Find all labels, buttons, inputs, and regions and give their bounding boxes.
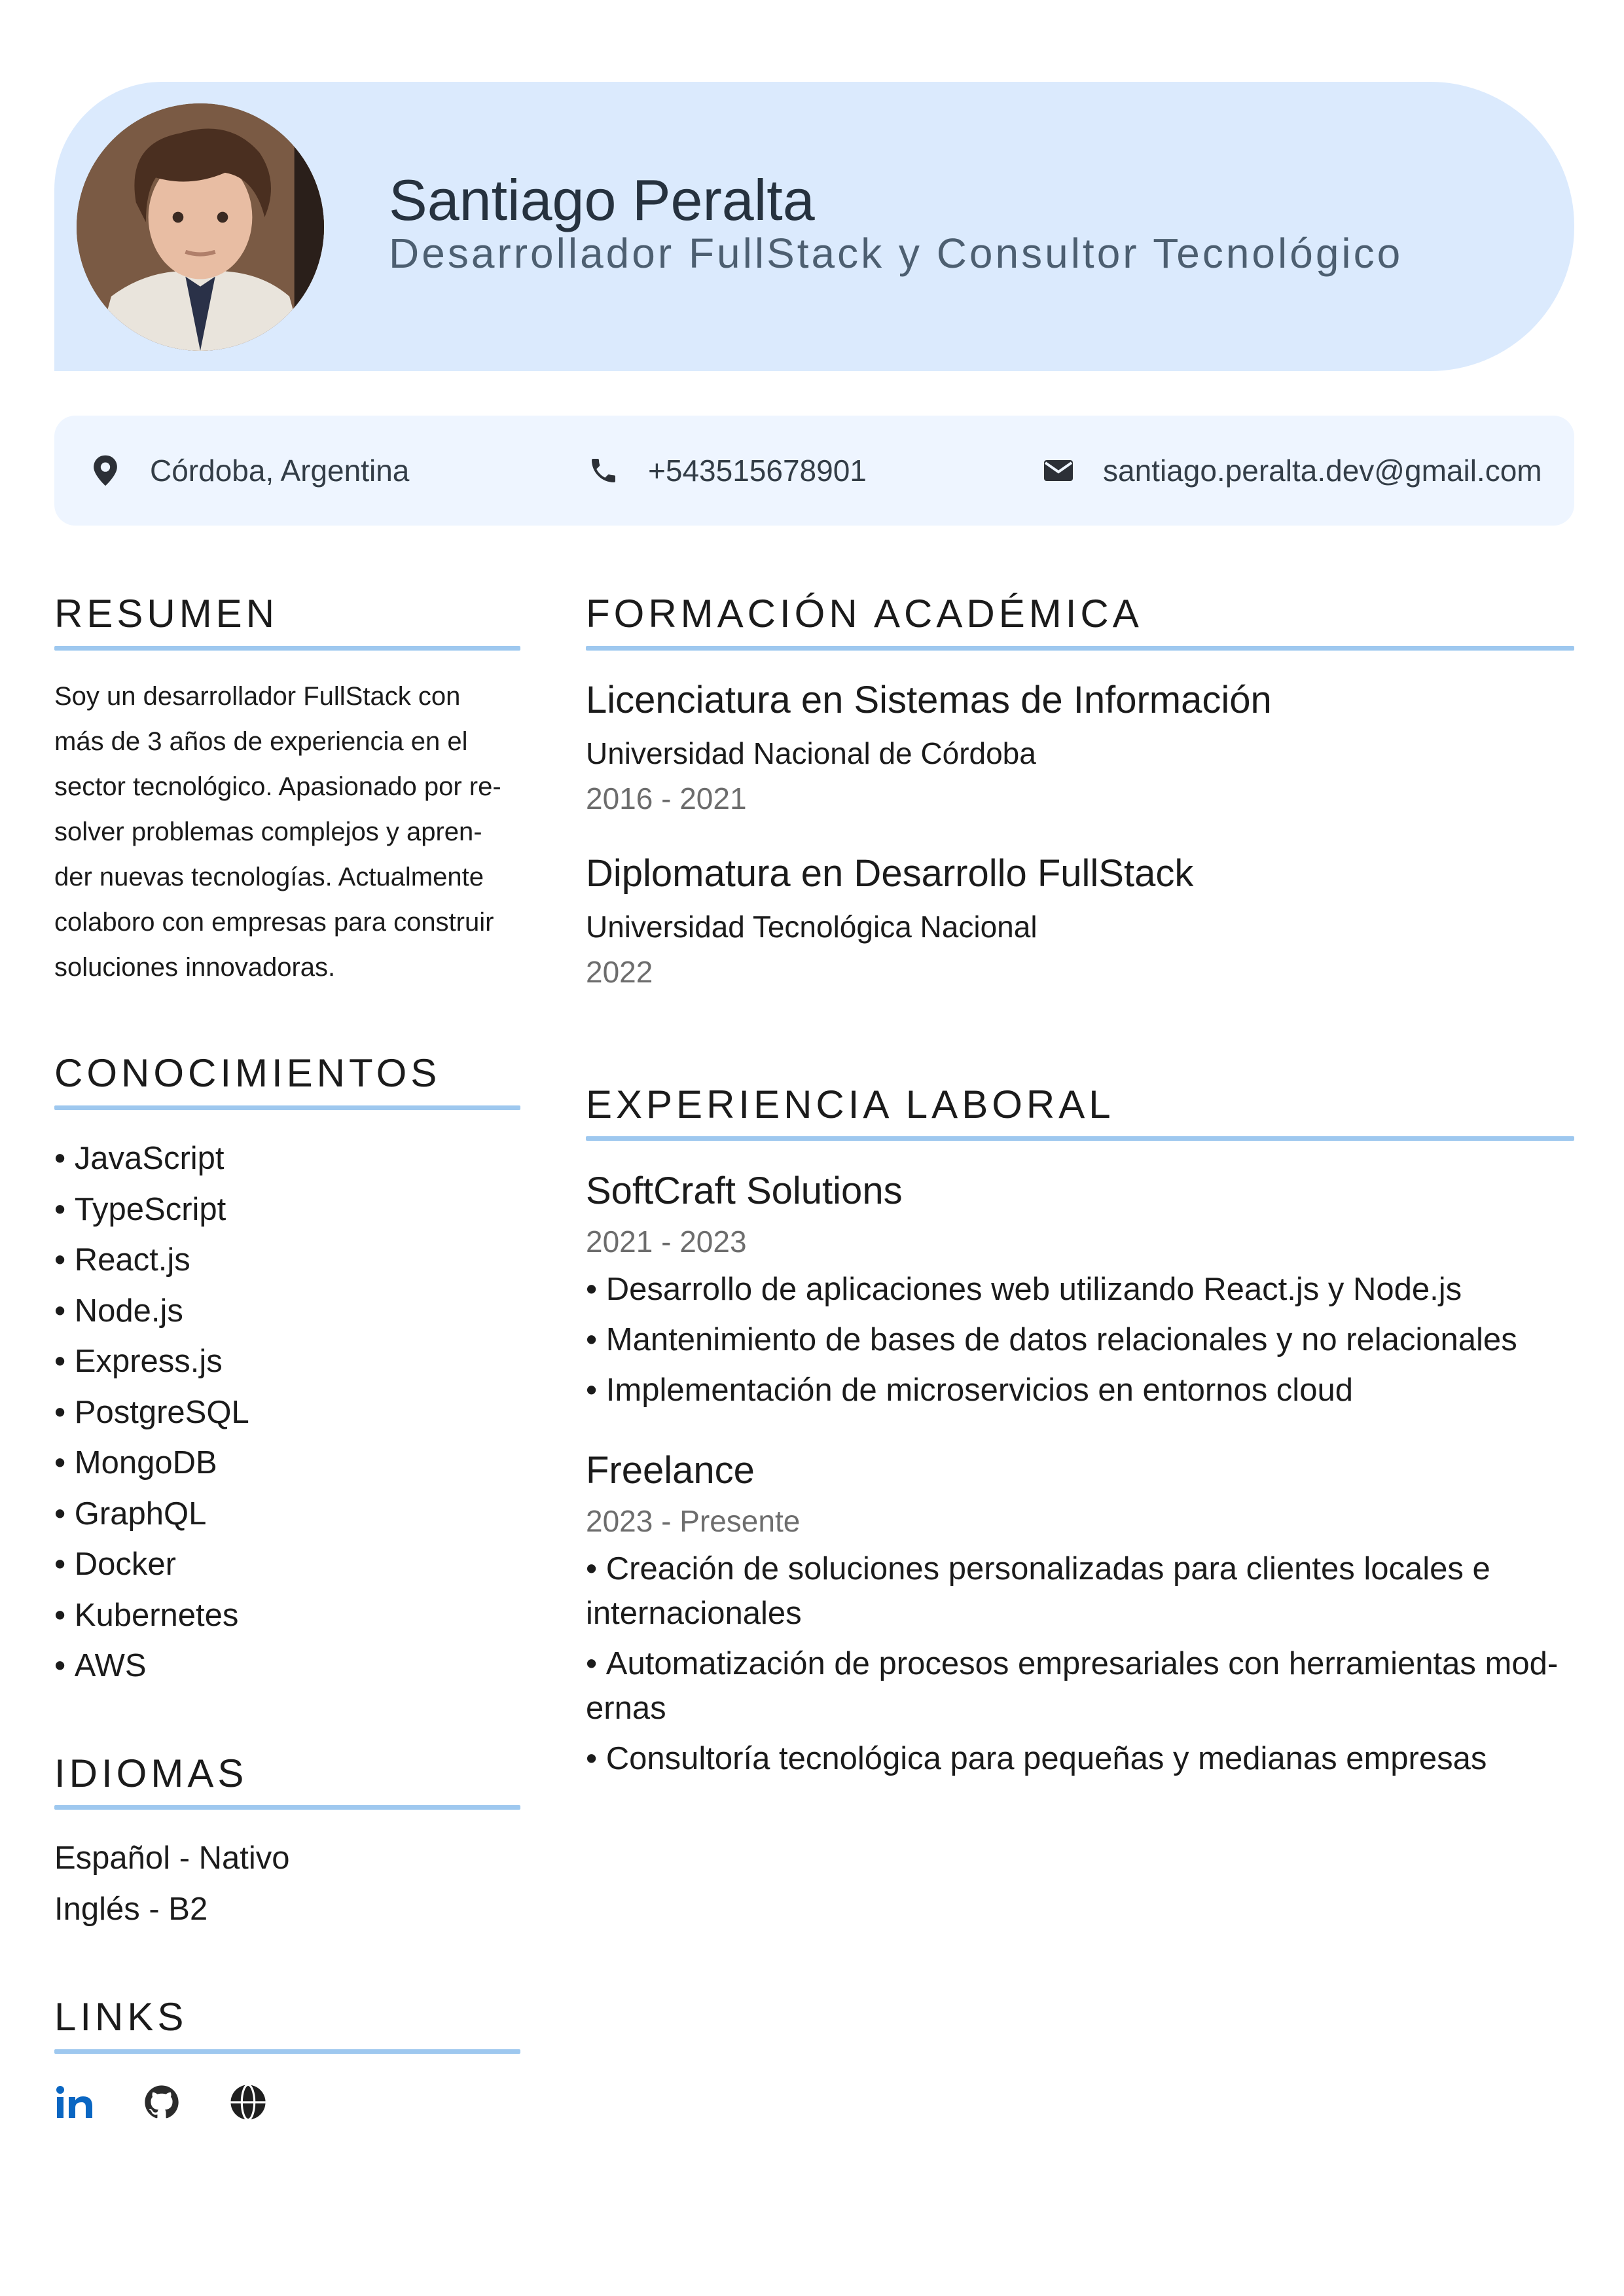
person-title: Desarrollador FullStack y Consultor Tecnológico: [389, 230, 1403, 277]
section-title-education: FORMACIÓN ACADÉMICA: [586, 592, 1143, 636]
experience-bullets: [586, 1267, 1574, 1418]
phone-icon: [588, 455, 619, 486]
skill-item: • JavaScript: [54, 1134, 249, 1185]
profile-photo-icon: [77, 103, 324, 351]
summary-line: soluciones innovadoras.: [54, 953, 336, 982]
contact-phone: [588, 416, 867, 526]
skill-item: • Express.js: [54, 1336, 249, 1388]
skill-item: • PostgreSQL: [54, 1388, 249, 1439]
section-title-summary: RESUMEN: [54, 592, 279, 636]
contact-location: [90, 416, 409, 526]
summary-line: colaboro con empresas para construir: [54, 908, 494, 937]
skill-item: • Docker: [54, 1539, 249, 1590]
skill-item: • React.js: [54, 1235, 249, 1286]
skill-item: • Kubernetes: [54, 1590, 249, 1641]
experience-bullet: • Consultoría tecnológica para pequeñas y medianas empresas: [586, 1736, 1574, 1781]
experience-bullet: • Creación de soluciones personalizadas para clientes locales e internacionales: [586, 1547, 1574, 1636]
email-icon: [1043, 455, 1074, 486]
experience-bullet: • Desarrollo de aplicaciones web utilizando React.js y Node.js: [586, 1267, 1574, 1312]
summary-line: der nuevas tecnologías. Actualmente: [54, 863, 484, 891]
experience-dates: 2023 - Presente: [586, 1504, 801, 1538]
section-title-links: LINKS: [54, 1995, 188, 2039]
contact-email: [1043, 416, 1542, 526]
skill-item: • AWS: [54, 1641, 249, 1692]
experience-bullets: [586, 1547, 1574, 1787]
skill-item: • GraphQL: [54, 1489, 249, 1540]
location-pin-icon: [90, 455, 121, 486]
section-title-skills: CONOCIMIENTOS: [54, 1051, 441, 1095]
education-degree: Licenciatura en Sistemas de Información: [586, 679, 1272, 721]
section-rule: [54, 1805, 520, 1810]
skill-item: • MongoDB: [54, 1438, 249, 1489]
education-school: Universidad Nacional de Córdoba: [586, 736, 1036, 770]
education-school: Universidad Tecnológica Nacional: [586, 910, 1038, 944]
summary-line: Soy un desarrollador FullStack con: [54, 682, 461, 711]
skills-list: [54, 1134, 249, 1692]
summary-line: sector tecnológico. Apasionado por re-: [54, 772, 501, 801]
summary-line: solver problemas complejos y apren-: [54, 817, 482, 846]
section-rule: [54, 1105, 520, 1110]
experience-bullet: • Implementación de microservicios en entornos cloud: [586, 1368, 1574, 1412]
person-name: Santiago Peralta: [389, 168, 815, 232]
skill-item: • TypeScript: [54, 1185, 249, 1236]
phone-text[interactable]: +543515678901: [648, 454, 867, 488]
section-rule: [586, 646, 1574, 651]
avatar: [77, 103, 324, 351]
summary-text: [54, 674, 526, 990]
github-icon[interactable]: [141, 2081, 183, 2123]
experience-bullet: • Automatización de procesos empresariales con herramientas mod-ernas: [586, 1641, 1574, 1731]
language-item: Inglés - B2: [54, 1891, 208, 1927]
education-degree: Diplomatura en Desarrollo FullStack: [586, 852, 1194, 895]
website-icon[interactable]: [227, 2081, 269, 2123]
linkedin-icon[interactable]: [54, 2081, 96, 2123]
education-dates: 2022: [586, 955, 653, 989]
education-dates: 2016 - 2021: [586, 781, 747, 816]
section-title-languages: IDIOMAS: [54, 1751, 248, 1795]
section-rule: [54, 2049, 520, 2054]
experience-company: Freelance: [586, 1449, 755, 1492]
section-rule: [54, 646, 520, 651]
section-title-experience: EXPERIENCIA LABORAL: [586, 1083, 1115, 1126]
section-rule: [586, 1136, 1574, 1141]
experience-bullet: • Mantenimiento de bases de datos relacionales y no relacionales: [586, 1318, 1574, 1362]
location-text: Córdoba, Argentina: [150, 454, 410, 488]
language-item: Español - Nativo: [54, 1840, 290, 1876]
experience-dates: 2021 - 2023: [586, 1225, 747, 1259]
skill-item: • Node.js: [54, 1286, 249, 1337]
links-row: [54, 2081, 314, 2123]
experience-company: SoftCraft Solutions: [586, 1170, 903, 1212]
contact-bar: [54, 416, 1574, 526]
email-text[interactable]: santiago.peralta.dev@gmail.com: [1103, 454, 1542, 488]
languages-list: [54, 1833, 290, 1935]
summary-line: más de 3 años de experiencia en el: [54, 727, 468, 756]
